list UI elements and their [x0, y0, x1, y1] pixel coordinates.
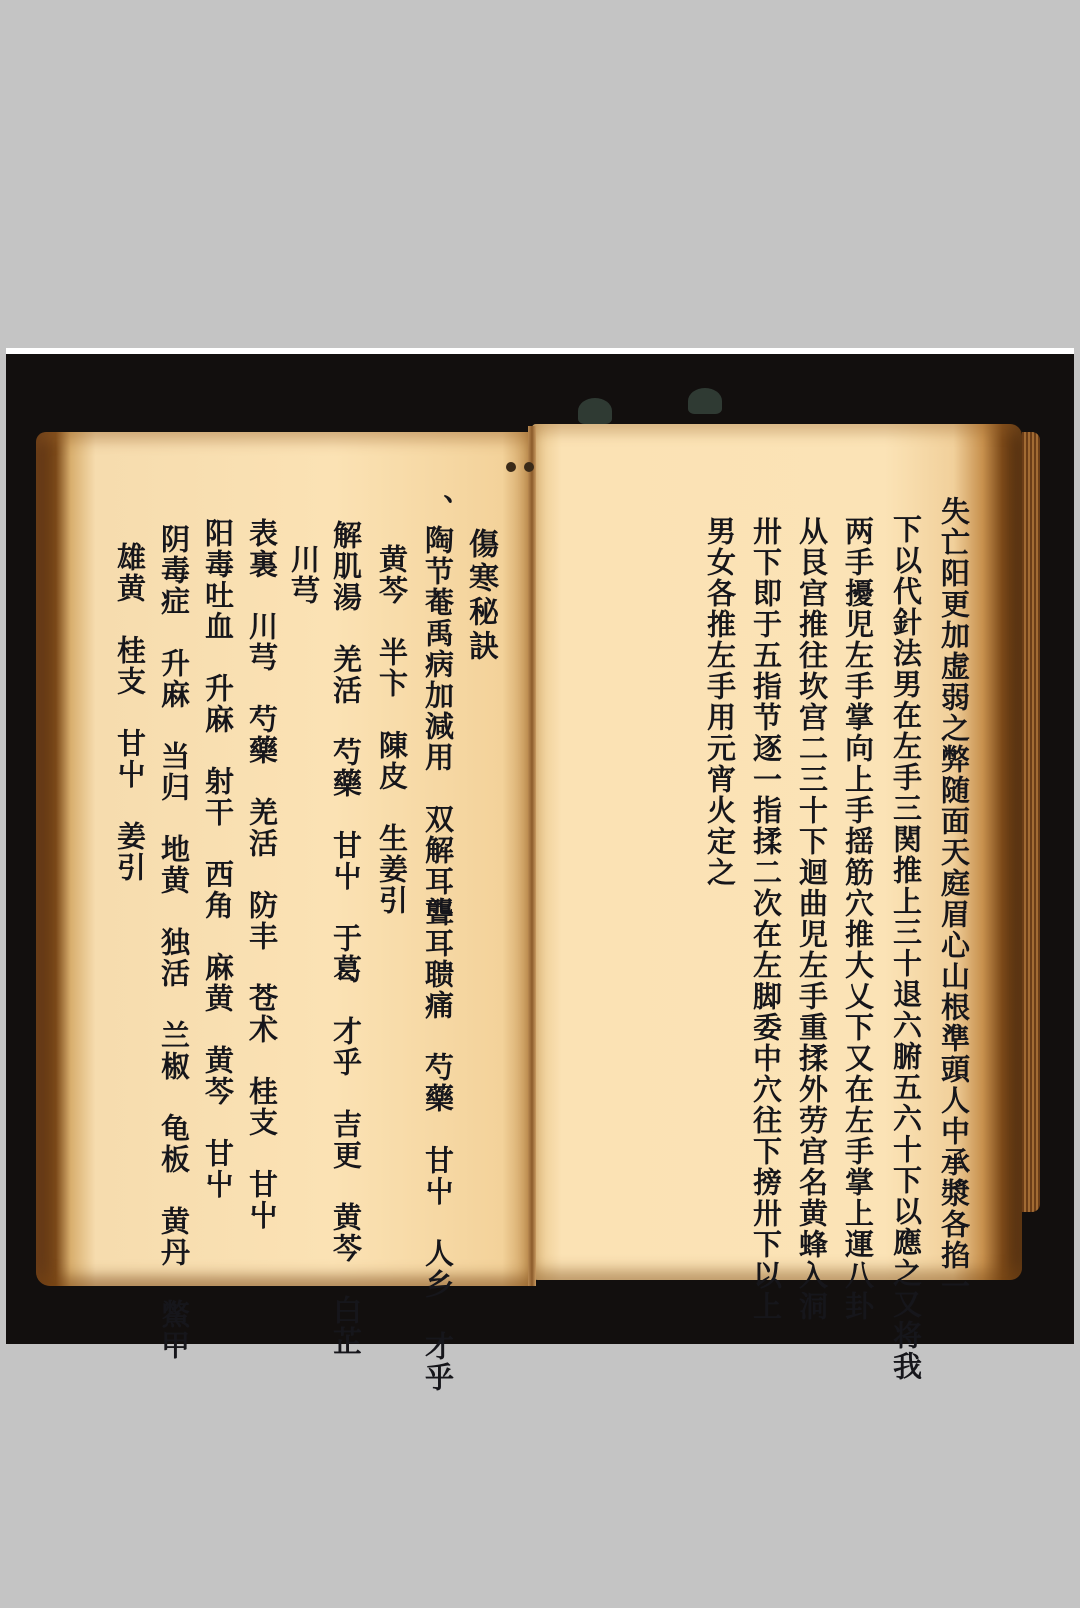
right-line-5: 卅下即于五指节逐一指揉二次在左脚委中穴往下搒卅下以上	[749, 516, 783, 1322]
thumb-left	[578, 398, 612, 424]
right-line-4: 从艮宫推往坎宫二三十下迴曲児左手重揉外劳宫名黄蜂入洞	[795, 516, 829, 1322]
page-edges	[1022, 432, 1040, 1212]
right-page	[532, 424, 1022, 1382]
binding-hole	[524, 462, 534, 472]
book-spine	[528, 426, 536, 1286]
left-line-6: 阳毒吐血 升麻 射干 西角 麻黄 黄芩 甘屮	[201, 518, 235, 1200]
left-line-5: 表裏 川芎 芍藥 羌活 防丰 苍术 桂支 甘屮	[245, 518, 279, 1231]
right-line-1: 失亡阳更加虚弱之弊随面天庭眉心山根準頭人中承漿各掐一	[937, 496, 971, 1302]
thumb-right	[688, 388, 722, 414]
left-line-1: 、陶节菴禹病加減用 双解耳聾耳聩痛 芍藥 甘屮 人乡 才乎	[421, 494, 455, 1393]
left-line-2: 黄芩 半卞 陳皮 生姜引	[375, 544, 409, 916]
left-line-8: 雄黄 桂支 甘屮 姜引	[113, 542, 147, 883]
left-line-7: 阴毒症 升麻 当归 地黄 独活 兰椒 龟板 黄丹 鱉甲	[157, 524, 191, 1361]
right-line-2: 下以代針法男在左手三関推上三十退六腑五六十下以應之又将我	[889, 514, 923, 1382]
section-title: 傷寒秘訣	[463, 528, 498, 664]
right-line-6: 男女各推左手用元宵火定之	[703, 516, 737, 888]
left-line-4: 川芎	[287, 544, 321, 606]
left-page	[36, 432, 532, 1393]
binding-hole	[506, 462, 516, 472]
left-line-3: 解肌湯 羌活 芍藥 甘屮 于葛 才乎 吉更 黄芩 白芷	[329, 520, 363, 1357]
right-line-3: 两手擾児左手掌向上手揺筋穴推大乂下又在左手掌上運八卦	[841, 516, 875, 1322]
